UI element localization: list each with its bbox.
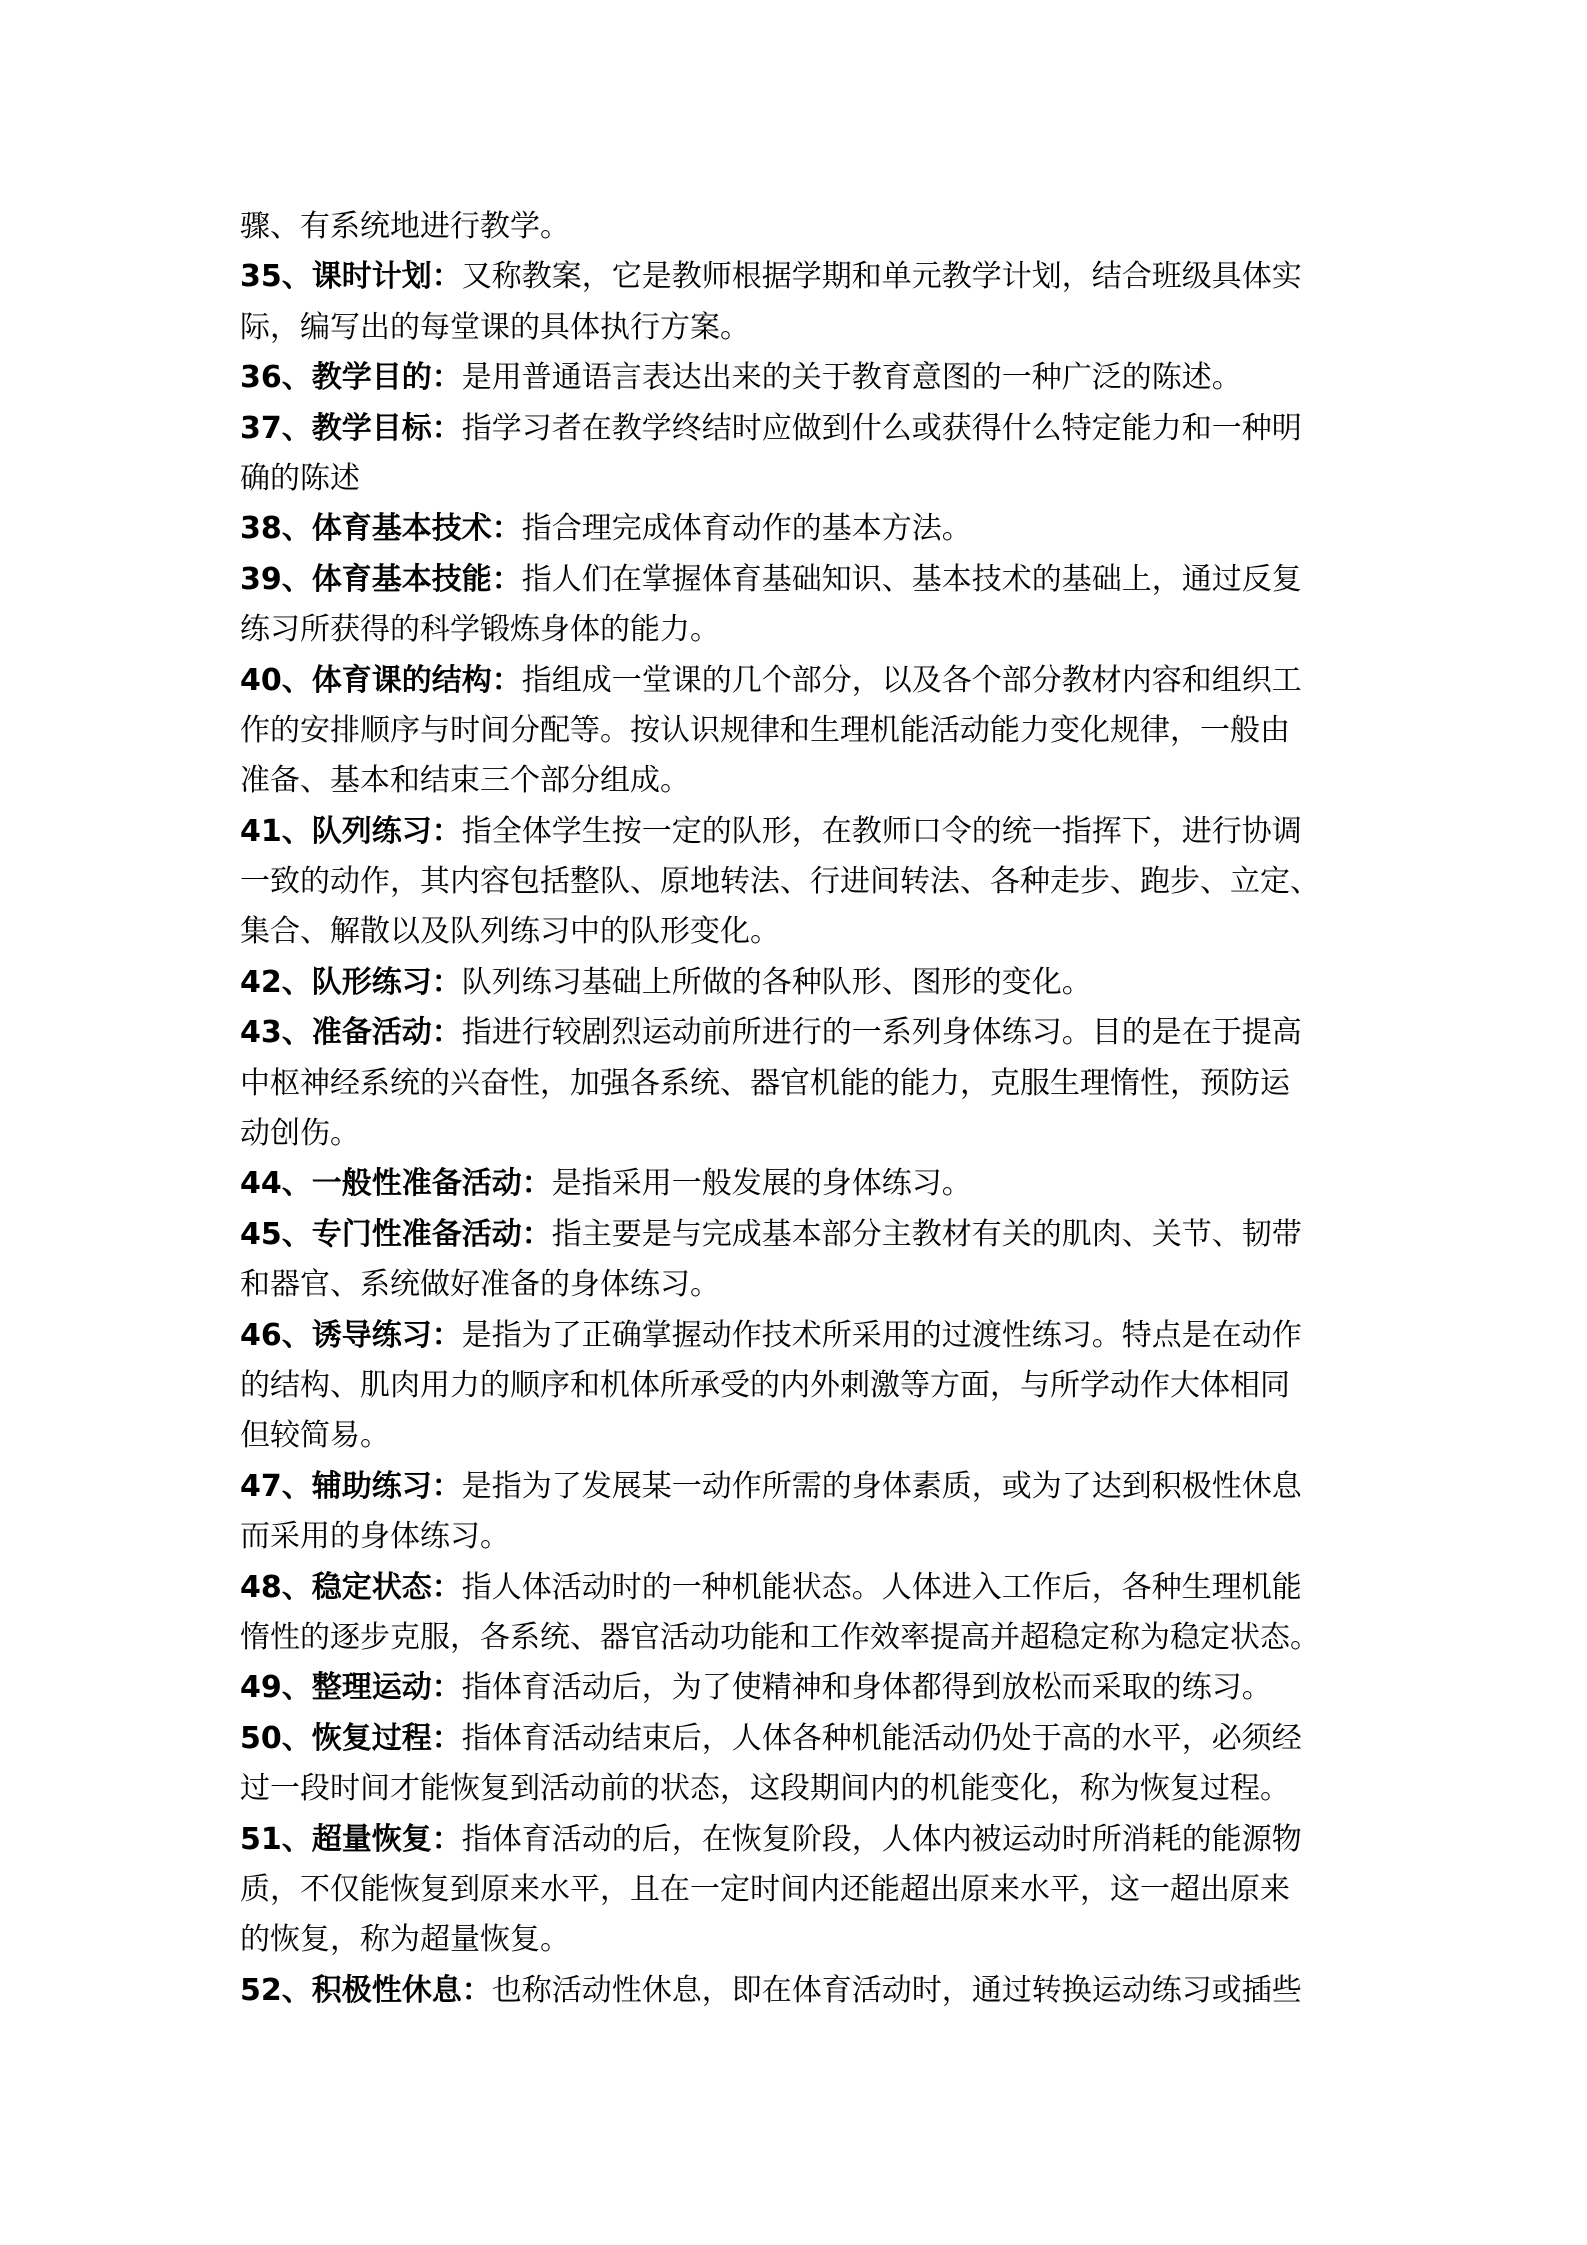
definition-text: 指体育活动的后，在恢复阶段，人体内被运动时所消耗的能源物 [461, 1821, 1302, 1857]
definition-text: 指合理完成体育动作的基本方法。 [521, 511, 972, 547]
term-label: 42、队形练习： [240, 964, 462, 1000]
definition-text: 的恢复，称为超量恢复。 [240, 1922, 570, 1958]
text-line [240, 1764, 1358, 1814]
definition-text: 指学习者在教学终结时应做到什么或获得什么特定能力和一种明 [461, 410, 1302, 446]
term-label: 48、稳定状态： [240, 1569, 462, 1605]
text-line [240, 555, 1358, 605]
definition-text: 动创伤。 [240, 1116, 360, 1152]
definition-text: 但较简易。 [240, 1418, 390, 1454]
text-line [240, 1059, 1358, 1109]
definition-text: 和器官、系统做好准备的身体练习。 [240, 1267, 720, 1303]
definition-text: 指体育活动后，为了使精神和身体都得到放松而采取的练习。 [461, 1670, 1272, 1706]
text-line [240, 1865, 1358, 1915]
text-line [240, 907, 1358, 957]
definition-text: 的结构、肌肉用力的顺序和机体所承受的内外刺激等方面，与所学动作大体相同 [240, 1367, 1290, 1403]
text-line [240, 1008, 1358, 1058]
definition-text: 过一段时间才能恢复到活动前的状态，这段期间内的机能变化，称为恢复过程。 [240, 1771, 1290, 1807]
text-line [240, 1915, 1358, 1965]
text-line [240, 1361, 1358, 1411]
definition-text: 质，不仅能恢复到原来水平，且在一定时间内还能超出原来水平，这一超出原来 [240, 1871, 1290, 1907]
definition-text: 准备、基本和结束三个部分组成。 [240, 763, 690, 799]
definition-text: 际，编写出的每堂课的具体执行方案。 [240, 309, 750, 345]
term-label: 38、体育基本技术： [240, 511, 522, 547]
text-line [240, 1311, 1358, 1361]
definition-text: 也称活动性休息，即在体育活动时，通过转换运动练习或插些 [491, 1972, 1302, 2008]
term-label: 44、一般性准备活动： [240, 1166, 552, 1202]
text-line [240, 1109, 1358, 1159]
term-label: 50、恢复过程： [240, 1720, 462, 1756]
text-line [240, 1613, 1358, 1663]
text-line [240, 1411, 1358, 1461]
definition-text: 集合、解散以及队列练习中的队形变化。 [240, 914, 780, 950]
text-line [240, 1462, 1358, 1512]
definition-text: 指组成一堂课的几个部分，以及各个部分教材内容和组织工 [521, 662, 1302, 698]
definition-text: 指体育活动结束后，人体各种机能活动仍处于高的水平，必须经 [461, 1720, 1302, 1756]
term-label: 41、队列练习： [240, 813, 462, 849]
term-label: 37、教学目标： [240, 410, 462, 446]
definition-text: 中枢神经系统的兴奋性，加强各系统、器官机能的能力，克服生理惰性，预防运 [240, 1065, 1290, 1101]
definition-text: 是指采用一般发展的身体练习。 [551, 1166, 972, 1202]
text-line [240, 1663, 1358, 1713]
definition-text: 一致的动作，其内容包括整队、原地转法、行进间转法、各种走步、跑步、立定、 [240, 864, 1320, 900]
text-line [240, 454, 1358, 504]
text-line [240, 605, 1358, 655]
term-label: 35、课时计划： [240, 259, 462, 295]
text-line [240, 656, 1358, 706]
definition-text: 又称教案，它是教师根据学期和单元教学计划，结合班级具体实 [461, 259, 1302, 295]
term-label: 45、专门性准备活动： [240, 1216, 552, 1252]
text-line [240, 1210, 1358, 1260]
definition-text: 指进行较剧烈运动前所进行的一系列身体练习。目的是在于提高 [461, 1015, 1302, 1051]
text-line [240, 1966, 1358, 2016]
document-page [240, 202, 1358, 2016]
text-line [240, 252, 1358, 302]
definition-text: 是指为了发展某一动作所需的身体素质，或为了达到积极性休息 [461, 1468, 1302, 1504]
text-line [240, 1815, 1358, 1865]
definition-text: 指人们在掌握体育基础知识、基本技术的基础上，通过反复 [521, 561, 1302, 597]
text-line [240, 857, 1358, 907]
term-label: 36、教学目的： [240, 360, 462, 396]
term-label: 49、整理运动： [240, 1670, 462, 1706]
text-line [240, 1512, 1358, 1562]
text-line [240, 504, 1358, 554]
definition-text: 队列练习基础上所做的各种队形、图形的变化。 [461, 964, 1092, 1000]
definition-text: 是用普通语言表达出来的关于教育意图的一种广泛的陈述。 [461, 360, 1242, 396]
term-label: 46、诱导练习： [240, 1317, 462, 1353]
definition-text: 是指为了正确掌握动作技术所采用的过渡性练习。特点是在动作 [461, 1317, 1302, 1353]
text-line [240, 404, 1358, 454]
term-label: 51、超量恢复： [240, 1821, 462, 1857]
definition-text: 惰性的逐步克服，各系统、器官活动功能和工作效率提高并超稳定称为稳定状态。 [240, 1619, 1320, 1655]
definition-text: 指人体活动时的一种机能状态。人体进入工作后，各种生理机能 [461, 1569, 1302, 1605]
text-line [240, 1159, 1358, 1209]
text-line [240, 1563, 1358, 1613]
definition-text: 指主要是与完成基本部分主教材有关的肌肉、关节、韧带 [551, 1216, 1302, 1252]
text-line [240, 1714, 1358, 1764]
term-label: 47、辅助练习： [240, 1468, 462, 1504]
definition-text: 骤、有系统地进行教学。 [240, 209, 570, 244]
term-label: 39、体育基本技能： [240, 561, 522, 597]
definition-text: 指全体学生按一定的队形，在教师口令的统一指挥下，进行协调 [461, 813, 1302, 849]
term-label: 52、积极性休息： [240, 1972, 492, 2008]
definition-text: 作的安排顺序与时间分配等。按认识规律和生理机能活动能力变化规律，一般由 [240, 712, 1290, 748]
term-label: 40、体育课的结构： [240, 662, 522, 698]
definition-text: 而采用的身体练习。 [240, 1519, 510, 1555]
text-line [240, 756, 1358, 806]
text-line [240, 303, 1358, 353]
text-line [240, 958, 1358, 1008]
text-line [240, 807, 1358, 857]
text-line [240, 353, 1358, 403]
definition-text: 确的陈述 [240, 460, 360, 496]
definition-text: 练习所获得的科学锻炼身体的能力。 [240, 612, 720, 648]
term-label: 43、准备活动： [240, 1015, 462, 1051]
text-line [240, 202, 1358, 252]
text-line [240, 1260, 1358, 1310]
text-line [240, 706, 1358, 756]
